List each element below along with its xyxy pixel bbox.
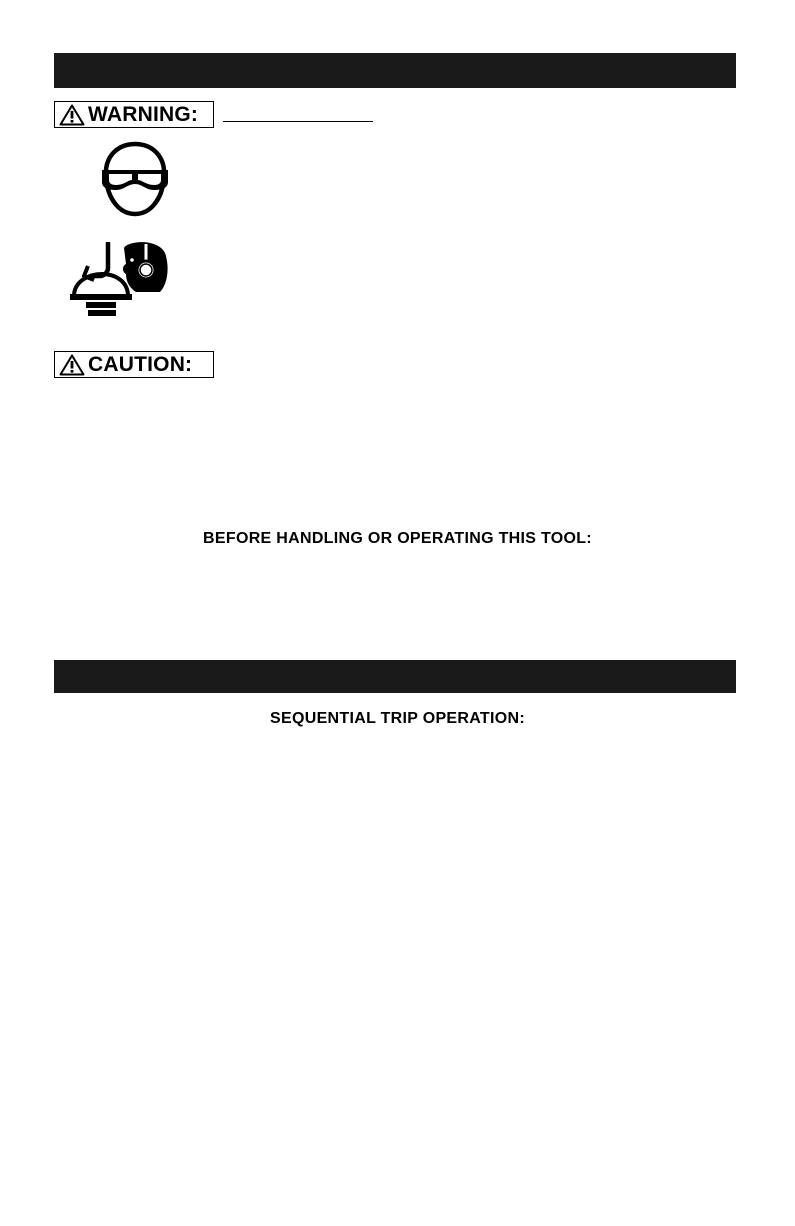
warning-label: WARNING: (88, 103, 199, 126)
section-header-bar-top (54, 53, 736, 88)
caution-label: CAUTION: (88, 353, 193, 376)
warning-underline-rule (223, 121, 373, 122)
warning-signal-box (54, 101, 214, 128)
hearing-protection-icon (66, 238, 172, 322)
warning-triangle-icon (59, 104, 85, 126)
safety-goggles-icon (96, 140, 174, 218)
section-header-bar-middle (54, 660, 736, 693)
before-handling-heading: BEFORE HANDLING OR OPERATING THIS TOOL: (203, 530, 592, 547)
caution-signal-box (54, 351, 214, 378)
warning-triangle-icon (59, 354, 85, 376)
sequential-trip-heading: SEQUENTIAL TRIP OPERATION: (270, 710, 525, 727)
